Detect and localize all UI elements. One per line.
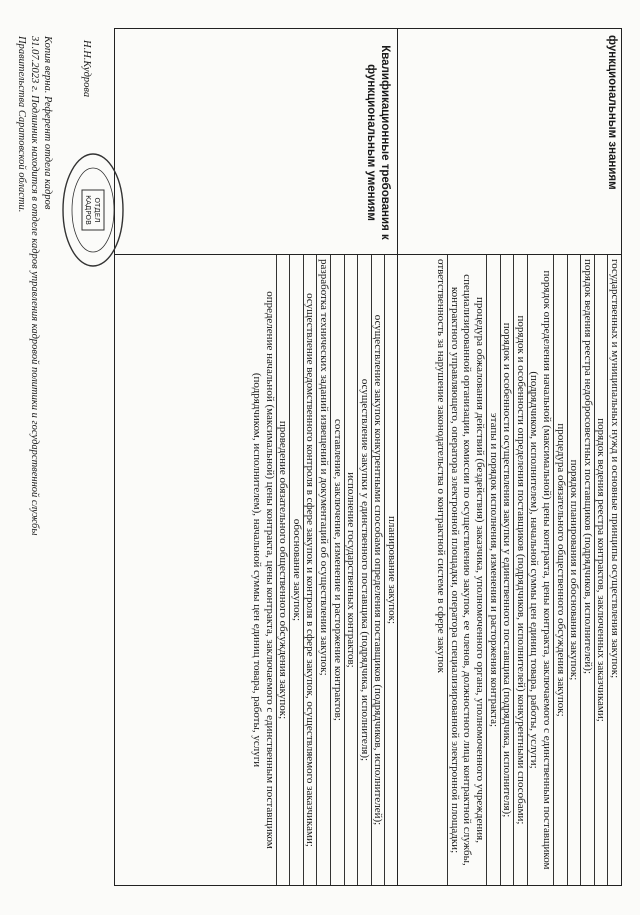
list-item: исполнение государственных контрактов; [344,255,358,885]
svg-text:ОТДЕЛ: ОТДЕЛ [93,197,101,223]
certification-line: 31.07.2023 г. Подлинник находится в отделе кадров управления кадровой политики и государственной службы [29,36,40,536]
svg-text:КАДРОВ: КАДРОВ [84,195,92,225]
certification-note [15,36,54,856]
list-item: порядок ведения реестра контрактов, заключенных заказчиками; [594,255,608,885]
table-row-functional-skills [115,29,398,885]
list-item: порядок и особенности осуществления закупки у единственного поставщика (подрядчика, исполнителя); [500,255,514,885]
list-item: обоснование закупок; [289,255,303,885]
certification-line: Копия верна. Референт отдела кадров [42,36,53,210]
list-item: осуществление ведомственного контроля в сфере закупок и контроля в сфере закупок, осуществляемого заказчиками; [303,255,317,885]
list-item: процедура обжалования действий (бездействия) заказчика, уполномоченного органа, уполномоченного учреждения, специализированной организации, комиссии по осуществлению закупок, ее членов, должностного лица контрактной службы, контрактного управляющего, оператора электронной площадки, оператора специализированной электронной площадки; [447,255,486,885]
list-item: определение начальной (максимальной) цены контракта, цены контракта, заключаемого с единственным поставщиком (подрядчиком, исполнителем), начальной суммы цен единиц товара, работы, услуги [251,291,276,849]
list-item: порядок ведения реестра недобросовестных поставщиков (подрядчиков, исполнителей); [580,255,594,885]
list-item: разработка технических заданий извещений и документаций об осуществлении закупок; [316,255,330,885]
list-item: проведение обязательного общественного обсуждения закупок; [276,255,290,885]
list-item: порядок определения начальной (максимальной) цены контракта, цены контракта, заключаемого с единственным поставщиком (подрядчиком, исполнителем), начальной суммы цен единиц товара, работы, услуги; [527,255,553,885]
knowledge-list [435,255,621,885]
official-stamp [60,150,126,270]
table-row-functional-knowledge [397,29,621,885]
list-item: государственных и муниципальных нужд и основные принципы осуществления закупок; [607,255,621,885]
list-item: этапы и порядок исполнения, изменения и расторжения контракта; [486,255,500,885]
section-title: функциональным знаниям [606,35,618,190]
list-item: ответственность за нарушение законодательства о контрактной системе в сфере закупок [435,259,448,673]
certification-line: Правительства Саратовской области. [16,36,27,213]
list-item: процедура обязательного общественного обсуждения закупок; [553,255,567,885]
section-title: Квалификационные требования к функциональным умениям [365,45,391,240]
items-cell [115,255,398,885]
list-item: порядок и особенности определения поставщиков (подрядчиков, исполнителей) конкурентными способами; [513,255,527,885]
row-header-cell [115,29,398,255]
list-item: порядок планирования и обоснования закупок; [567,255,581,885]
row-header-cell [398,29,621,255]
list-item: осуществление закупок конкурентными способами определения поставщиков (подрядчиков, исполнителей); [371,255,385,885]
skills-list [250,255,398,885]
list-item: осуществление закупки у единственного поставщика (подрядчика, исполнителя); [357,255,371,885]
signature-name: Н.Н.Кудрова [81,40,92,98]
requirements-table [114,28,622,886]
list-item: планирование закупок; [384,255,398,885]
items-cell [398,255,621,885]
list-item: составление, заключение, изменение и расторжение контрактов; [330,255,344,885]
